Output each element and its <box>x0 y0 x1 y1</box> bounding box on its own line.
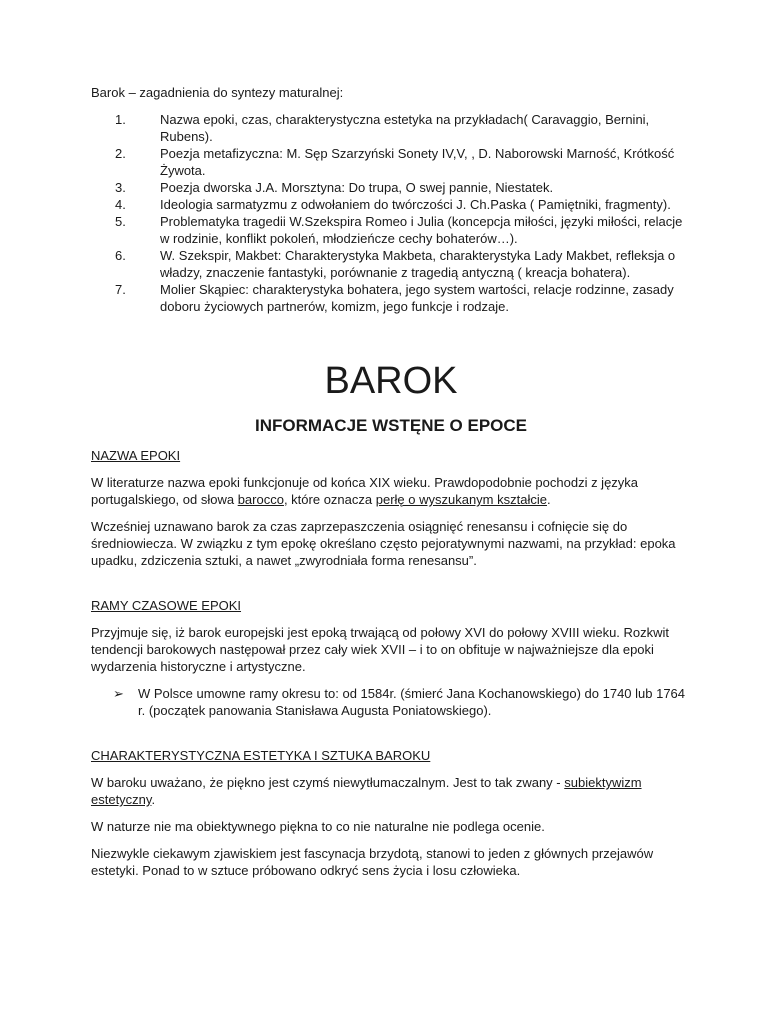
paragraph <box>91 474 691 508</box>
list-item-text: Poezja dworska J.A. Morsztyna: Do trupa, O swej pannie, Niestatek. <box>160 180 554 195</box>
document-page <box>91 84 691 879</box>
text-run: W literaturze nazwa epoki funkcjonuje od końca XIX wieku. Prawdopodobnie pochodzi z języka portugalskiego, od słowa <box>91 475 639 507</box>
list-item <box>91 111 691 145</box>
section-heading-aesthetics: CHARAKTERYSTYCZNA ESTETYKA I SZTUKA BAROKU <box>91 748 431 763</box>
underlined-term: subiektywizm estetyczny <box>91 775 642 807</box>
paragraph: Wcześniej uznawano barok za czas zaprzepaszczenia osiągnięć renesansu i cofnięcie się do średniowiecza. W związku z tym epokę określano często pejoratywnymi nazwami, na przykład: epoka upadku, zdziczenia sztuki, a nawet „zwyrodniała forma renesansu”. <box>91 519 676 568</box>
list-item <box>91 179 691 196</box>
text-run: , które oznacza <box>283 492 376 507</box>
underlined-term: barocco <box>237 492 284 507</box>
list-number: 6. <box>115 248 126 263</box>
list-item <box>91 196 691 213</box>
paragraph: Niezwykle ciekawym zjawiskiem jest fascynacja brzydotą, stanowi to jeden z głównych przejawów estetyki. Ponad to w sztuce próbowano odkryć sens życia i losu człowieka. <box>91 846 654 878</box>
section-heading-time: RAMY CZASOWE EPOKI <box>91 598 242 613</box>
list-item-text: Problematyka tragedii W.Szekspira Romeo i Julia (koncepcja miłości, języki miłości, relacje w rodzinie, konflikt pokoleń, młodzieńcze cechy bohaterów…). <box>160 214 683 246</box>
list-number: 3. <box>115 180 126 195</box>
intro-line: Barok – zagadnienia do syntezy maturalnej: <box>91 85 344 100</box>
section-heading-name: NAZWA EPOKI <box>91 448 181 463</box>
list-item-text: Poezja metafizyczna: M. Sęp Szarzyński Sonety IV,V, , D. Naborowski Marność, Krótkość Żywota. <box>160 146 675 178</box>
list-item <box>91 281 691 315</box>
text-run: . <box>151 792 156 807</box>
document-subtitle: INFORMACJE WSTĘNE O EPOCE <box>254 416 528 435</box>
list-item-text: Ideologia sarmatyzmu z odwołaniem do twórczości J. Ch.Paska ( Pamiętniki, fragmenty). <box>160 197 671 212</box>
arrow-bullet-icon: ➢ <box>113 686 124 701</box>
list-item-text: Nazwa epoki, czas, charakterystyczna estetyka na przykładach( Caravaggio, Bernini, Rubens). <box>160 112 650 144</box>
list-item-text: Molier Skąpiec: charakterystyka bohatera, jego system wartości, relacje rodzinne, zasady doboru życiowych partnerów, komizm, jego funkcje i rodzaje. <box>160 282 674 314</box>
list-item <box>91 213 691 247</box>
list-item <box>91 145 691 179</box>
list-number: 1. <box>115 112 126 127</box>
underlined-term: perłę o wyszukanym kształcie <box>375 492 547 507</box>
list-number: 2. <box>115 146 126 161</box>
list-number: 4. <box>115 197 126 212</box>
bullet-text: W Polsce umowne ramy okresu to: od 1584r. (śmierć Jana Kochanowskiego) do 1740 lub 1764 r. (początek panowania Stanisława Augusta Poniatowskiego). <box>138 686 686 718</box>
list-number: 7. <box>115 282 126 297</box>
list-number: 5. <box>115 214 126 229</box>
text-run: W baroku uważano, że piękno jest czymś niewytłumaczalnym. Jest to tak zwany - <box>91 775 565 790</box>
list-item <box>91 247 691 281</box>
topics-list <box>91 111 691 315</box>
document-title: BAROK <box>324 360 458 402</box>
text-run: . <box>546 492 551 507</box>
paragraph: Przyjmuje się, iż barok europejski jest epoką trwającą od połowy XVI do połowy XVIII wieku. Rozkwit tendencji barokowych następował przez cały wiek XVII – i to on obfituje w najważniejsze dla epoki wydarzenia historyczne i artystyczne. <box>91 625 670 674</box>
paragraph: W naturze nie ma obiektywnego piękna to co nie naturalne nie podlega ocenie. <box>91 819 545 834</box>
list-item-text: W. Szekspir, Makbet: Charakterystyka Makbeta, charakterystyka Lady Makbet, refleksja o władzy, znaczenie fantastyki, porównanie z tragedią antyczną ( kreacja bohatera). <box>160 248 676 280</box>
paragraph <box>91 774 691 808</box>
bullet-item <box>91 685 691 719</box>
